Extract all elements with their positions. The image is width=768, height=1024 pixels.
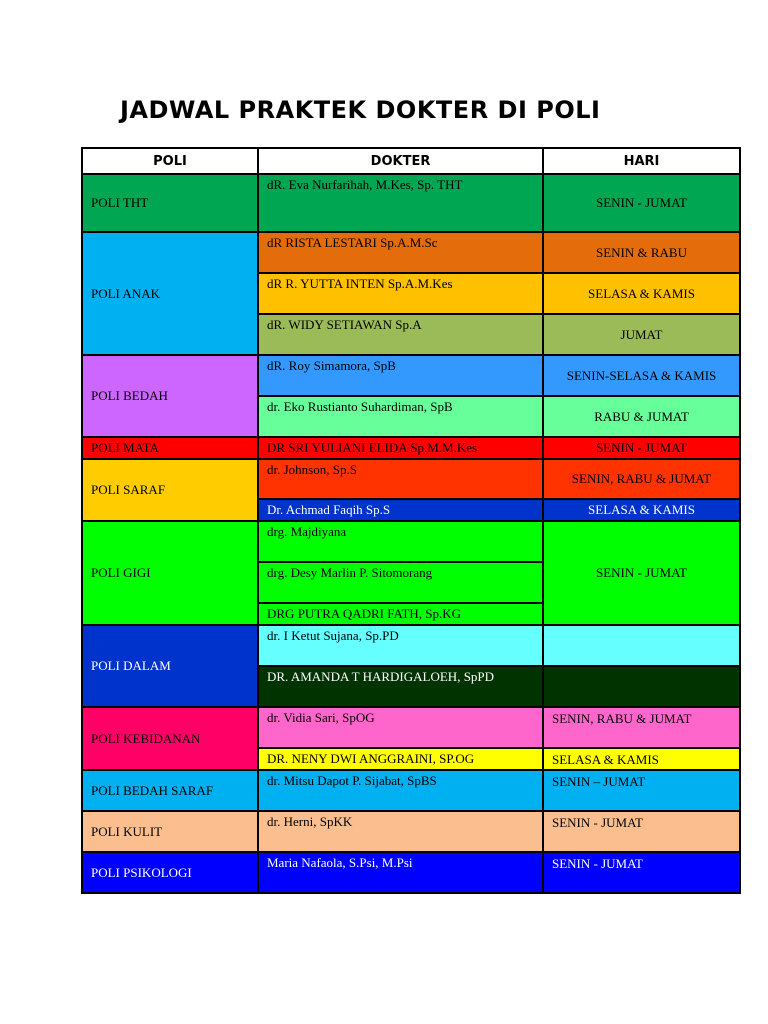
hari-cell: SELASA & KAMIS bbox=[543, 748, 740, 770]
table-row bbox=[82, 852, 740, 893]
dokter-cell: dR. Eva Nurfarihah, M.Kes, Sp. THT bbox=[258, 174, 543, 232]
header-hari: HARI bbox=[543, 148, 740, 174]
dokter-cell: dR. WIDY SETIAWAN Sp.A bbox=[258, 314, 543, 355]
hari-cell: RABU & JUMAT bbox=[543, 396, 740, 437]
dokter-cell: dR RISTA LESTARI Sp.A.M.Sc bbox=[258, 232, 543, 273]
poli-cell: POLI DALAM bbox=[82, 625, 258, 707]
table-row bbox=[82, 174, 740, 232]
hari-cell: SENIN - JUMAT bbox=[543, 174, 740, 232]
hari-cell: SENIN - JUMAT bbox=[543, 521, 740, 625]
table-row bbox=[82, 770, 740, 811]
table-row bbox=[82, 437, 740, 459]
dokter-cell: Maria Nafaola, S.Psi, M.Psi bbox=[258, 852, 543, 893]
dokter-cell: dR R. YUTTA INTEN Sp.A.M.Kes bbox=[258, 273, 543, 314]
poli-cell: POLI KEBIDANAN bbox=[82, 707, 258, 770]
hari-cell: SENIN, RABU & JUMAT bbox=[543, 707, 740, 748]
dokter-cell: drg. Desy Marlin P. Sitomorang bbox=[258, 562, 543, 603]
schedule-table bbox=[81, 147, 741, 894]
table-row bbox=[82, 707, 740, 748]
dokter-cell: dR. Roy Simamora, SpB bbox=[258, 355, 543, 396]
dokter-cell: dr. Herni, SpKK bbox=[258, 811, 543, 852]
hari-cell: SENIN – JUMAT bbox=[543, 770, 740, 811]
hari-cell bbox=[543, 666, 740, 707]
page-title: JADWAL PRAKTEK DOKTER DI POLI bbox=[120, 96, 601, 124]
dokter-cell: DR. NENY DWI ANGGRAINI, SP.OG bbox=[258, 748, 543, 770]
poli-cell: POLI MATA bbox=[82, 437, 258, 459]
hari-cell: JUMAT bbox=[543, 314, 740, 355]
poli-cell: POLI GIGI bbox=[82, 521, 258, 625]
header-row bbox=[82, 148, 740, 174]
poli-cell: POLI THT bbox=[82, 174, 258, 232]
poli-cell: POLI KULIT bbox=[82, 811, 258, 852]
hari-cell: SENIN, RABU & JUMAT bbox=[543, 459, 740, 499]
header-dokter: DOKTER bbox=[258, 148, 543, 174]
poli-cell: POLI PSIKOLOGI bbox=[82, 852, 258, 893]
poli-cell: POLI SARAF bbox=[82, 459, 258, 521]
dokter-cell: dr. Eko Rustianto Suhardiman, SpB bbox=[258, 396, 543, 437]
poli-cell: POLI BEDAH SARAF bbox=[82, 770, 258, 811]
hari-cell: SENIN & RABU bbox=[543, 232, 740, 273]
header-poli: POLI bbox=[82, 148, 258, 174]
dokter-cell: DR. AMANDA T HARDIGALOEH, SpPD bbox=[258, 666, 543, 707]
poli-cell: POLI ANAK bbox=[82, 232, 258, 355]
hari-cell: SENIN - JUMAT bbox=[543, 811, 740, 852]
hari-cell: SELASA & KAMIS bbox=[543, 273, 740, 314]
dokter-cell: DRG PUTRA QADRI FATH, Sp.KG bbox=[258, 603, 543, 625]
table-row bbox=[82, 521, 740, 562]
table-row bbox=[82, 625, 740, 666]
table-row bbox=[82, 355, 740, 396]
dokter-cell: DR SRI YULIANI ELIDA Sp.M.M.Kes bbox=[258, 437, 543, 459]
dokter-cell: drg. Majdiyana bbox=[258, 521, 543, 562]
hari-cell: SENIN - JUMAT bbox=[543, 437, 740, 459]
hari-cell: SELASA & KAMIS bbox=[543, 499, 740, 521]
table-row bbox=[82, 459, 740, 499]
poli-cell: POLI BEDAH bbox=[82, 355, 258, 437]
hari-cell: SENIN-SELASA & KAMIS bbox=[543, 355, 740, 396]
dokter-cell: dr. Mitsu Dapot P. Sijabat, SpBS bbox=[258, 770, 543, 811]
dokter-cell: dr. I Ketut Sujana, Sp.PD bbox=[258, 625, 543, 666]
dokter-cell: Dr. Achmad Faqih Sp.S bbox=[258, 499, 543, 521]
dokter-cell: dr. Vidia Sari, SpOG bbox=[258, 707, 543, 748]
dokter-cell: dr. Johnson, Sp.S bbox=[258, 459, 543, 499]
table-row bbox=[82, 232, 740, 273]
table-row bbox=[82, 811, 740, 852]
hari-cell bbox=[543, 625, 740, 666]
hari-cell: SENIN - JUMAT bbox=[543, 852, 740, 893]
